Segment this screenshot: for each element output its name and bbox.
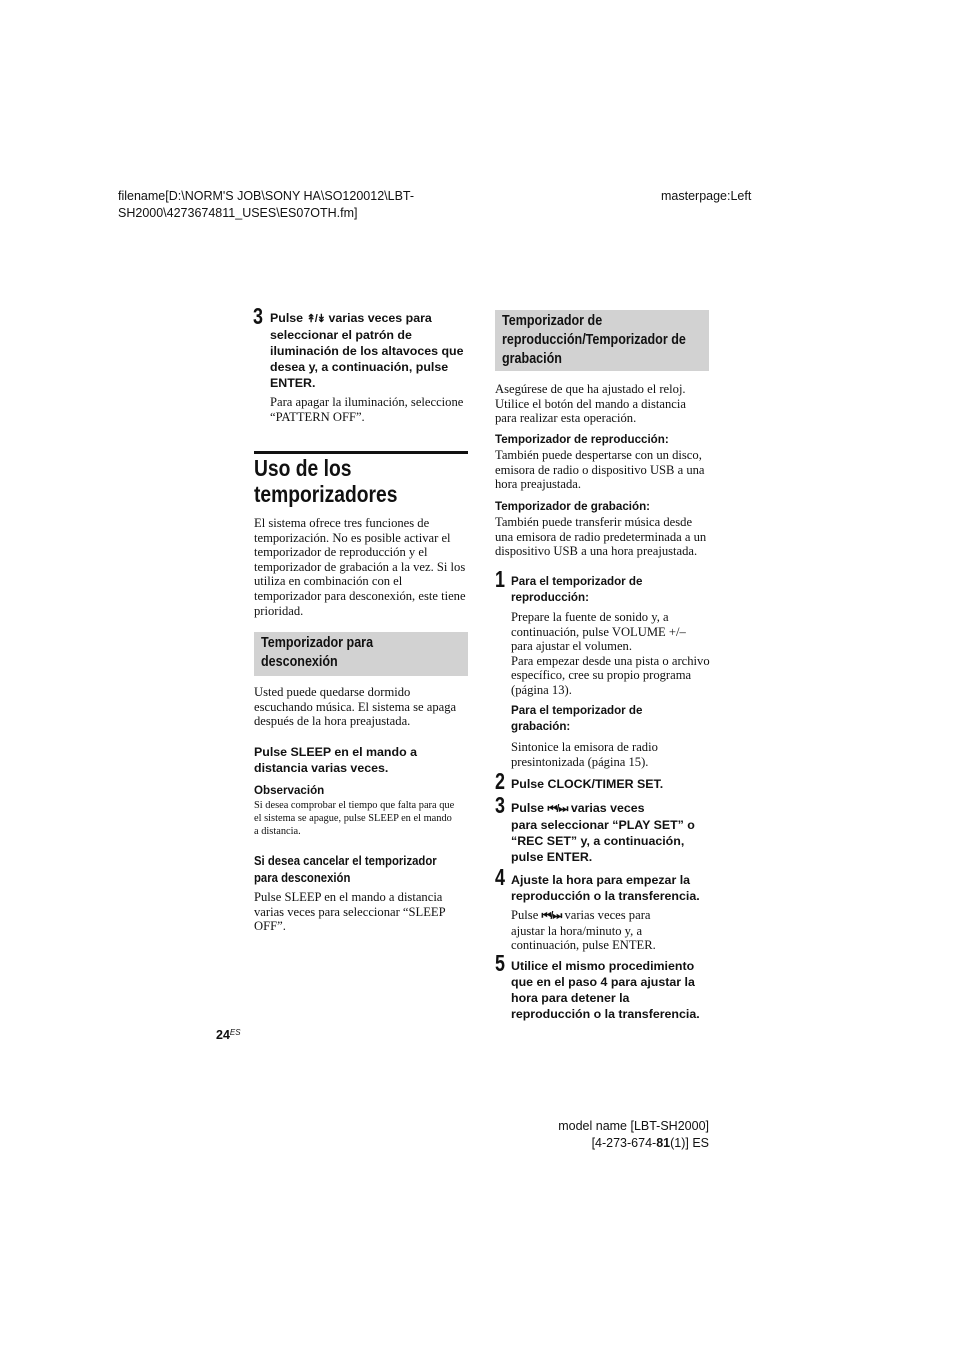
model-name-line: model name [LBT-SH2000] <box>558 1119 709 1133</box>
right-step-3-text <box>511 800 716 865</box>
observation-label: Observación <box>254 784 325 797</box>
step-4-text-line1 <box>511 908 716 924</box>
sleep-paragraph <box>254 685 474 729</box>
step-1-line: (página 13). <box>511 682 572 697</box>
sleep-instruction-line: Pulse SLEEP en el mando a <box>254 745 417 759</box>
page-suffix: ES <box>229 1028 241 1037</box>
intro-line: temporizador de grabación a la vez. Si los <box>254 559 466 574</box>
observation-line: el sistema se apague, pulse SLEEP en el mando <box>254 812 452 824</box>
intro-paragraph <box>254 516 474 618</box>
cancel-heading-line: Si desea cancelar el temporizador <box>254 854 437 868</box>
step-1-line: Para empezar desde una pista o archivo <box>511 653 710 668</box>
right-intro-paragraph <box>495 382 715 426</box>
step-1-sub-line: Sintonice la emisora de radio <box>511 740 658 754</box>
rec-timer-line: una emisora de radio predeterminada a un <box>495 529 707 544</box>
observation-line: a distancia. <box>254 825 301 837</box>
left-step-3-line: iluminación de los altavoces que <box>270 344 464 358</box>
filename-line-1: filename[D:\NORM'S JOB\SONY HA\SO120012\LBT- <box>118 189 415 203</box>
masterpage-label: masterpage:Left <box>661 189 752 203</box>
cancel-heading-line: para desconexión <box>254 871 351 885</box>
step-1-line: para ajustar el volumen. <box>511 639 632 654</box>
play-timer-line: hora preajustada. <box>495 477 582 492</box>
step-1-text <box>511 610 716 698</box>
step-4-text <box>511 908 716 953</box>
sleep-timer-heading <box>261 634 373 672</box>
sleep-instruction-line: distancia varias veces. <box>254 761 389 775</box>
filename-line-2: SH2000\4273674811_USES\ES07OTH.fm] <box>118 206 358 220</box>
page-number <box>216 1025 241 1043</box>
play-timer-text <box>495 448 715 492</box>
prev-next-icon: ⏮/⏭ <box>547 803 568 815</box>
step-2-text: Pulse CLOCK/TIMER SET. <box>511 777 664 791</box>
play-rec-heading-line: reproducción/Temporizador de <box>502 332 686 348</box>
footer-model <box>555 1118 709 1152</box>
right-intro-line: para realizar esta operación. <box>495 411 637 426</box>
rec-timer-text <box>495 515 715 559</box>
step-number-3-left: 3 <box>253 303 263 329</box>
right-intro-line: Utilice el botón del mando a distancia <box>495 396 686 411</box>
rec-timer-line: dispositivo USB a una hora preajustada. <box>495 544 698 559</box>
up-down-arrows-icon: ↟/↡ <box>306 313 326 325</box>
page-number-value: 24 <box>216 1028 230 1042</box>
section-rule <box>254 451 468 454</box>
step-4-pre: Pulse <box>511 908 539 922</box>
rec-timer-line: También puede transferir música desde <box>495 515 693 529</box>
note-line: “PATTERN OFF”. <box>270 409 365 424</box>
step-4-heading <box>511 872 716 904</box>
step-5-line: Utilice el mismo procedimiento <box>511 959 695 973</box>
rec-timer-label: Temporizador de grabación: <box>495 500 651 513</box>
intro-line: prioridad. <box>254 603 304 618</box>
right-step-3-pre: Pulse <box>511 801 545 815</box>
right-step-3-line: para seleccionar “PLAY SET” o <box>511 818 695 832</box>
step-1-sub-text <box>511 740 716 769</box>
cancel-paragraph <box>254 890 474 934</box>
step-1-heading-line: Para el temporizador de <box>511 575 643 588</box>
intro-line: utiliza en combinación con el <box>254 574 403 589</box>
pattern-off-note <box>270 395 480 424</box>
left-step-3-text <box>270 310 480 391</box>
cancel-line: Pulse SLEEP en el mando a distancia <box>254 890 443 904</box>
note-line: Para apagar la iluminación, seleccione <box>270 395 464 409</box>
step-5-line: que en el paso 4 para ajustar la <box>511 975 695 989</box>
step-1-sub-heading-line: grabación: <box>511 720 571 733</box>
step-4-heading-line: Ajuste la hora para empezar la <box>511 873 691 887</box>
sleep-heading-line: Temporizador para <box>261 635 374 651</box>
step-4-line: continuación, pulse ENTER. <box>511 938 656 953</box>
sleep-line: después de la hora preajustada. <box>254 714 411 729</box>
left-step-3-line: seleccionar el patrón de <box>270 328 412 342</box>
left-step-3-line1 <box>270 310 480 327</box>
step-1-heading-line: reproducción: <box>511 591 589 604</box>
sleep-line: Usted puede quedarse dormido <box>254 685 411 699</box>
step-1-sub-heading-line: Para el temporizador de <box>511 704 643 717</box>
intro-line: temporización. No es posible activar el <box>254 530 451 545</box>
step-5-text <box>511 958 716 1022</box>
section-title-line: temporizadores <box>254 481 398 507</box>
section-title-line: Uso de los <box>254 455 352 481</box>
intro-line: temporizador para desconexión, este tiene <box>254 588 466 603</box>
play-timer-line: También puede despertarse con un disco, <box>495 448 702 462</box>
right-step-3-post: varias veces <box>570 801 645 815</box>
step-number-1: 1 <box>495 566 505 592</box>
part-code-line <box>555 1135 709 1152</box>
step-1-line: continuación, pulse VOLUME +/– <box>511 624 686 639</box>
left-step-3-line: desea y, a continuación, pulse <box>270 360 449 374</box>
cancel-heading <box>254 853 437 887</box>
sleep-line: escuchando música. El sistema se apaga <box>254 699 457 714</box>
right-step-3-line: “REC SET” y, a continuación, <box>511 834 685 848</box>
section-title <box>254 455 398 507</box>
step-number-3-right: 3 <box>495 792 505 818</box>
step-1-sub-heading <box>511 703 711 735</box>
left-step-3-line: ENTER. <box>270 376 316 390</box>
step-1-line: Prepare la fuente de sonido y, a <box>511 610 669 624</box>
sleep-heading-line: desconexión <box>261 654 338 670</box>
step-5-line: reproducción o la transferencia. <box>511 1007 700 1021</box>
part-code-post: (1)] ES <box>670 1136 709 1150</box>
play-timer-line: emisora de radio o dispositivo USB a una <box>495 462 705 477</box>
play-rec-timer-heading <box>502 312 686 369</box>
right-intro-line: Asegúrese de que ha ajustado el reloj. <box>495 382 686 396</box>
right-step-3-line: pulse ENTER. <box>511 850 593 864</box>
prev-next-icon: ⏮/⏭ <box>541 910 562 922</box>
step-number-4: 4 <box>495 864 505 890</box>
step-number-5: 5 <box>495 950 505 976</box>
right-step-3-line1 <box>511 800 716 817</box>
left-step-3-post: varias veces para <box>328 311 432 325</box>
cancel-line: varias veces para seleccionar “SLEEP <box>254 904 446 919</box>
filename-header <box>118 188 414 222</box>
sleep-instruction <box>254 744 474 776</box>
step-4-post: varias veces para <box>564 908 651 922</box>
intro-line: temporizador de reproducción y el <box>254 545 428 560</box>
step-1-line: específico, cree su propio programa <box>511 668 692 683</box>
play-rec-heading-line: grabación <box>502 351 562 367</box>
step-1-sub-line: presintonizada (página 15). <box>511 754 649 769</box>
play-timer-label: Temporizador de reproducción: <box>495 433 669 446</box>
cancel-line: OFF”. <box>254 919 286 934</box>
observation-line: Si desea comprobar el tiempo que falta para que <box>254 800 455 811</box>
observation-text <box>254 800 474 838</box>
step-4-line: ajustar la hora/minuto y, a <box>511 923 643 938</box>
play-rec-heading-line: Temporizador de <box>502 313 603 329</box>
step-4-heading-line: reproducción o la transferencia. <box>511 889 700 903</box>
part-code-bold: 81 <box>656 1136 671 1150</box>
part-code-pre: [4-273-674- <box>591 1136 657 1150</box>
step-1-heading <box>511 574 711 606</box>
left-step-3-pre: Pulse <box>270 311 304 325</box>
step-5-line: hora para detener la <box>511 991 630 1005</box>
intro-line: El sistema ofrece tres funciones de <box>254 516 430 530</box>
step-number-2: 2 <box>495 768 505 794</box>
